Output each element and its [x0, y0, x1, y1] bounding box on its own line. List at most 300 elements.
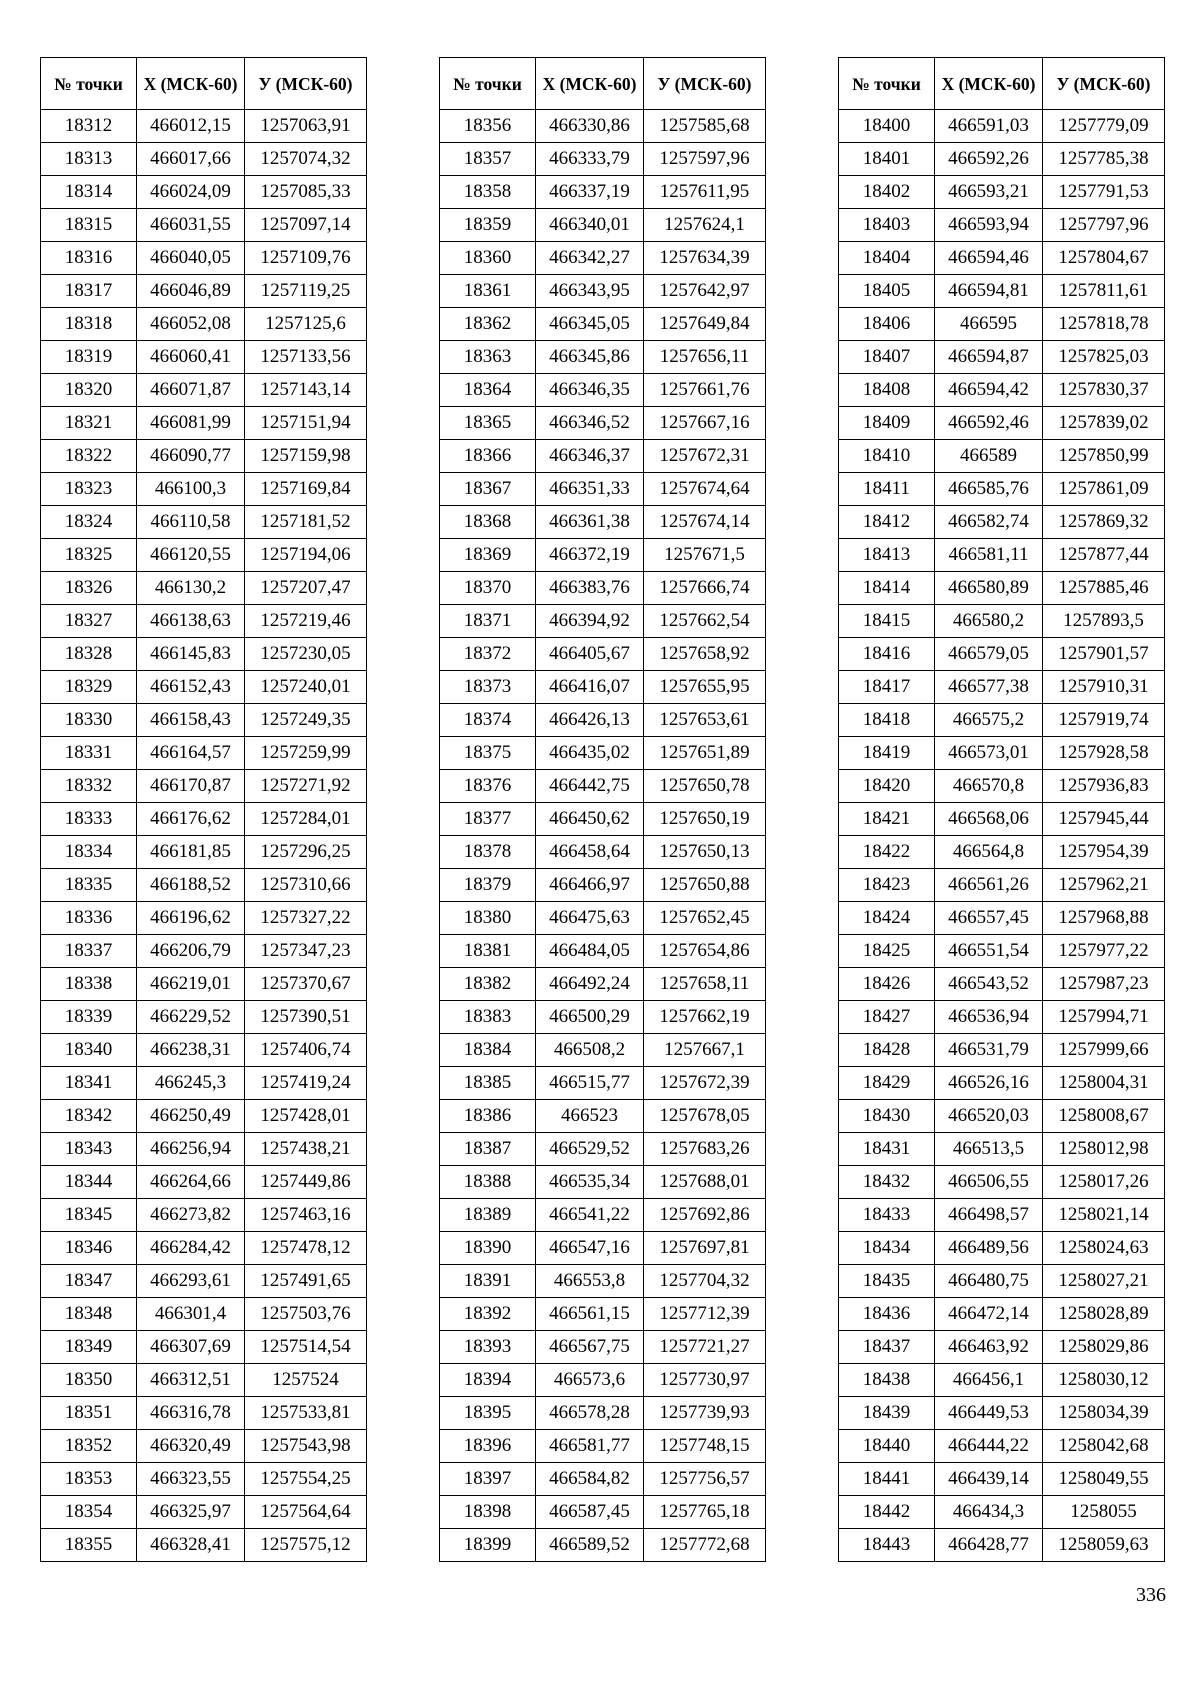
point-number-cell: 18332	[41, 770, 137, 803]
x-coordinate-cell: 466346,37	[536, 440, 644, 473]
table-row	[41, 473, 367, 506]
point-number-cell: 18315	[41, 209, 137, 242]
point-number-cell: 18322	[41, 440, 137, 473]
x-coordinate-cell: 466229,52	[137, 1001, 245, 1034]
table-row	[839, 1199, 1165, 1232]
table-row	[41, 968, 367, 1001]
x-coordinate-cell: 466581,11	[935, 539, 1043, 572]
x-coordinate-cell: 466592,46	[935, 407, 1043, 440]
table-row	[41, 1430, 367, 1463]
point-number-cell: 18420	[839, 770, 935, 803]
x-coordinate-cell: 466506,55	[935, 1166, 1043, 1199]
y-coordinate-cell: 1257825,03	[1043, 341, 1165, 374]
point-number-cell: 18417	[839, 671, 935, 704]
x-coordinate-cell: 466176,62	[137, 803, 245, 836]
y-coordinate-cell: 1257861,09	[1043, 473, 1165, 506]
y-coordinate-cell: 1257419,24	[245, 1067, 367, 1100]
x-coordinate-cell: 466071,87	[137, 374, 245, 407]
y-coordinate-cell: 1257650,13	[644, 836, 766, 869]
point-number-cell: 18378	[440, 836, 536, 869]
point-number-cell: 18327	[41, 605, 137, 638]
y-coordinate-cell: 1257219,46	[245, 605, 367, 638]
x-coordinate-cell: 466580,89	[935, 572, 1043, 605]
y-coordinate-cell: 1257667,1	[644, 1034, 766, 1067]
y-coordinate-cell: 1257672,39	[644, 1067, 766, 1100]
point-number-cell: 18403	[839, 209, 935, 242]
point-number-cell: 18330	[41, 704, 137, 737]
table-row	[440, 242, 766, 275]
y-coordinate-cell: 1257370,67	[245, 968, 367, 1001]
y-coordinate-cell: 1257438,21	[245, 1133, 367, 1166]
x-coordinate-cell: 466587,45	[536, 1496, 644, 1529]
x-coordinate-cell: 466536,94	[935, 1001, 1043, 1034]
point-number-cell: 18367	[440, 473, 536, 506]
x-coordinate-cell: 466152,43	[137, 671, 245, 704]
table-row	[41, 275, 367, 308]
y-coordinate-cell: 1257672,31	[644, 440, 766, 473]
point-number-cell: 18325	[41, 539, 137, 572]
point-number-cell: 18443	[839, 1529, 935, 1562]
y-coordinate-cell: 1257524	[245, 1364, 367, 1397]
table-row	[839, 209, 1165, 242]
x-coordinate-cell: 466264,66	[137, 1166, 245, 1199]
table-row	[839, 638, 1165, 671]
table-row	[839, 1331, 1165, 1364]
x-coordinate-cell: 466508,2	[536, 1034, 644, 1067]
point-number-cell: 18407	[839, 341, 935, 374]
point-number-cell: 18347	[41, 1265, 137, 1298]
table-row	[440, 1067, 766, 1100]
y-coordinate-cell: 1257662,19	[644, 1001, 766, 1034]
point-number-cell: 18354	[41, 1496, 137, 1529]
x-coordinate-cell: 466040,05	[137, 242, 245, 275]
table-row	[41, 176, 367, 209]
y-coordinate-cell: 1257748,15	[644, 1430, 766, 1463]
y-coordinate-cell: 1257869,32	[1043, 506, 1165, 539]
x-coordinate-cell: 466328,41	[137, 1529, 245, 1562]
table-row	[839, 1496, 1165, 1529]
y-coordinate-cell: 1257564,64	[245, 1496, 367, 1529]
y-coordinate-cell: 1257533,81	[245, 1397, 367, 1430]
x-coordinate-cell: 466439,14	[935, 1463, 1043, 1496]
y-coordinate-cell: 1257649,84	[644, 308, 766, 341]
table-row	[839, 176, 1165, 209]
y-coordinate-cell: 1257688,01	[644, 1166, 766, 1199]
point-number-cell: 18395	[440, 1397, 536, 1430]
table-row	[41, 1034, 367, 1067]
x-coordinate-cell: 466060,41	[137, 341, 245, 374]
point-number-cell: 18429	[839, 1067, 935, 1100]
table-row	[839, 1397, 1165, 1430]
point-number-cell: 18316	[41, 242, 137, 275]
x-coordinate-cell: 466578,28	[536, 1397, 644, 1430]
x-coordinate-cell: 466416,07	[536, 671, 644, 704]
x-coordinate-cell: 466337,19	[536, 176, 644, 209]
y-coordinate-cell: 1257181,52	[245, 506, 367, 539]
x-coordinate-cell: 466320,49	[137, 1430, 245, 1463]
header-x-coordinate: X (МСК-60)	[935, 58, 1043, 110]
point-number-cell: 18317	[41, 275, 137, 308]
table-row	[839, 506, 1165, 539]
table-row	[839, 1232, 1165, 1265]
table-row	[839, 605, 1165, 638]
y-coordinate-cell: 1258042,68	[1043, 1430, 1165, 1463]
x-coordinate-cell: 466579,05	[935, 638, 1043, 671]
x-coordinate-cell: 466573,6	[536, 1364, 644, 1397]
x-coordinate-cell: 466426,13	[536, 704, 644, 737]
x-coordinate-cell: 466475,63	[536, 902, 644, 935]
table-row	[41, 1496, 367, 1529]
y-coordinate-cell: 1257650,78	[644, 770, 766, 803]
point-number-cell: 18387	[440, 1133, 536, 1166]
x-coordinate-cell: 466551,54	[935, 935, 1043, 968]
x-coordinate-cell: 466589	[935, 440, 1043, 473]
point-number-cell: 18333	[41, 803, 137, 836]
point-number-cell: 18323	[41, 473, 137, 506]
x-coordinate-cell: 466458,64	[536, 836, 644, 869]
x-coordinate-cell: 466442,75	[536, 770, 644, 803]
x-coordinate-cell: 466593,94	[935, 209, 1043, 242]
table-row	[839, 935, 1165, 968]
table-row	[440, 209, 766, 242]
y-coordinate-cell: 1257271,92	[245, 770, 367, 803]
point-number-cell: 18436	[839, 1298, 935, 1331]
table-row	[440, 1265, 766, 1298]
table-row	[41, 1397, 367, 1430]
y-coordinate-cell: 1257839,02	[1043, 407, 1165, 440]
point-number-cell: 18394	[440, 1364, 536, 1397]
point-number-cell: 18372	[440, 638, 536, 671]
x-coordinate-cell: 466138,63	[137, 605, 245, 638]
point-number-cell: 18366	[440, 440, 536, 473]
table-row	[440, 440, 766, 473]
x-coordinate-cell: 466564,8	[935, 836, 1043, 869]
point-number-cell: 18314	[41, 176, 137, 209]
table-row	[839, 539, 1165, 572]
point-number-cell: 18433	[839, 1199, 935, 1232]
y-coordinate-cell: 1257962,21	[1043, 869, 1165, 902]
x-coordinate-cell: 466256,94	[137, 1133, 245, 1166]
y-coordinate-cell: 1257954,39	[1043, 836, 1165, 869]
y-coordinate-cell: 1257327,22	[245, 902, 367, 935]
table-row	[440, 572, 766, 605]
y-coordinate-cell: 1257634,39	[644, 242, 766, 275]
table-row	[41, 671, 367, 704]
point-number-cell: 18390	[440, 1232, 536, 1265]
table-row	[41, 1067, 367, 1100]
point-number-cell: 18414	[839, 572, 935, 605]
header-point-number: № точки	[839, 58, 935, 110]
y-coordinate-cell: 1258029,86	[1043, 1331, 1165, 1364]
table-row	[440, 869, 766, 902]
table-row	[41, 803, 367, 836]
point-number-cell: 18405	[839, 275, 935, 308]
x-coordinate-cell: 466591,03	[935, 110, 1043, 143]
header-point-number: № точки	[41, 58, 137, 110]
y-coordinate-cell: 1257994,71	[1043, 1001, 1165, 1034]
point-number-cell: 18376	[440, 770, 536, 803]
point-number-cell: 18369	[440, 539, 536, 572]
table-row	[839, 1430, 1165, 1463]
x-coordinate-cell: 466351,33	[536, 473, 644, 506]
y-coordinate-cell: 1257296,25	[245, 836, 367, 869]
point-number-cell: 18435	[839, 1265, 935, 1298]
x-coordinate-cell: 466594,46	[935, 242, 1043, 275]
table-row	[440, 935, 766, 968]
header-x-coordinate: X (МСК-60)	[137, 58, 245, 110]
table-row	[41, 638, 367, 671]
x-coordinate-cell: 466238,31	[137, 1034, 245, 1067]
y-coordinate-cell: 1257667,16	[644, 407, 766, 440]
table-row	[41, 1199, 367, 1232]
table-row	[839, 572, 1165, 605]
point-number-cell: 18419	[839, 737, 935, 770]
table-row	[839, 1265, 1165, 1298]
x-coordinate-cell: 466480,75	[935, 1265, 1043, 1298]
y-coordinate-cell: 1257661,76	[644, 374, 766, 407]
point-number-cell: 18399	[440, 1529, 536, 1562]
point-number-cell: 18344	[41, 1166, 137, 1199]
table-row	[41, 407, 367, 440]
table-row	[839, 440, 1165, 473]
x-coordinate-cell: 466158,43	[137, 704, 245, 737]
point-number-cell: 18410	[839, 440, 935, 473]
point-number-cell: 18386	[440, 1100, 536, 1133]
point-number-cell: 18364	[440, 374, 536, 407]
table-row	[839, 1133, 1165, 1166]
x-coordinate-cell: 466513,5	[935, 1133, 1043, 1166]
y-coordinate-cell: 1257259,99	[245, 737, 367, 770]
y-coordinate-cell: 1258008,67	[1043, 1100, 1165, 1133]
table-row	[440, 737, 766, 770]
x-coordinate-cell: 466046,89	[137, 275, 245, 308]
point-number-cell: 18373	[440, 671, 536, 704]
table-row	[839, 473, 1165, 506]
x-coordinate-cell: 466594,42	[935, 374, 1043, 407]
point-number-cell: 18336	[41, 902, 137, 935]
table-row	[41, 572, 367, 605]
point-number-cell: 18391	[440, 1265, 536, 1298]
table-row	[440, 1364, 766, 1397]
coordinates-table-3	[838, 57, 1165, 1562]
point-number-cell: 18427	[839, 1001, 935, 1034]
x-coordinate-cell: 466568,06	[935, 803, 1043, 836]
x-coordinate-cell: 466450,62	[536, 803, 644, 836]
y-coordinate-cell: 1257624,1	[644, 209, 766, 242]
x-coordinate-cell: 466031,55	[137, 209, 245, 242]
coordinates-table-2	[439, 57, 766, 1562]
y-coordinate-cell: 1257928,58	[1043, 737, 1165, 770]
x-coordinate-cell: 466330,86	[536, 110, 644, 143]
x-coordinate-cell: 466526,16	[935, 1067, 1043, 1100]
table-row	[41, 308, 367, 341]
y-coordinate-cell: 1257449,86	[245, 1166, 367, 1199]
table-row	[440, 1232, 766, 1265]
x-coordinate-cell: 466472,14	[935, 1298, 1043, 1331]
point-number-cell: 18338	[41, 968, 137, 1001]
table-row	[440, 671, 766, 704]
point-number-cell: 18400	[839, 110, 935, 143]
table-row	[41, 1463, 367, 1496]
table-row	[440, 1397, 766, 1430]
y-coordinate-cell: 1257503,76	[245, 1298, 367, 1331]
point-number-cell: 18396	[440, 1430, 536, 1463]
y-coordinate-cell: 1257893,5	[1043, 605, 1165, 638]
y-coordinate-cell: 1257987,23	[1043, 968, 1165, 1001]
x-coordinate-cell: 466361,38	[536, 506, 644, 539]
y-coordinate-cell: 1257194,06	[245, 539, 367, 572]
point-number-cell: 18404	[839, 242, 935, 275]
y-coordinate-cell: 1257662,54	[644, 605, 766, 638]
x-coordinate-cell: 466498,57	[935, 1199, 1043, 1232]
table-row	[41, 1232, 367, 1265]
y-coordinate-cell: 1257133,56	[245, 341, 367, 374]
point-number-cell: 18329	[41, 671, 137, 704]
point-number-cell: 18349	[41, 1331, 137, 1364]
x-coordinate-cell: 466500,29	[536, 1001, 644, 1034]
table-row	[839, 407, 1165, 440]
table-row	[440, 143, 766, 176]
point-number-cell: 18341	[41, 1067, 137, 1100]
table-row	[440, 605, 766, 638]
y-coordinate-cell: 1257554,25	[245, 1463, 367, 1496]
point-number-cell: 18393	[440, 1331, 536, 1364]
x-coordinate-cell: 466535,34	[536, 1166, 644, 1199]
y-coordinate-cell: 1257977,22	[1043, 935, 1165, 968]
point-number-cell: 18409	[839, 407, 935, 440]
x-coordinate-cell: 466492,24	[536, 968, 644, 1001]
y-coordinate-cell: 1257653,61	[644, 704, 766, 737]
point-number-cell: 18382	[440, 968, 536, 1001]
x-coordinate-cell: 466090,77	[137, 440, 245, 473]
y-coordinate-cell: 1257491,65	[245, 1265, 367, 1298]
point-number-cell: 18350	[41, 1364, 137, 1397]
x-coordinate-cell: 466345,86	[536, 341, 644, 374]
x-coordinate-cell: 466188,52	[137, 869, 245, 902]
y-coordinate-cell: 1257109,76	[245, 242, 367, 275]
point-number-cell: 18352	[41, 1430, 137, 1463]
y-coordinate-cell: 1257463,16	[245, 1199, 367, 1232]
x-coordinate-cell: 466561,15	[536, 1298, 644, 1331]
point-number-cell: 18439	[839, 1397, 935, 1430]
x-coordinate-cell: 466593,21	[935, 176, 1043, 209]
x-coordinate-cell: 466592,26	[935, 143, 1043, 176]
point-number-cell: 18359	[440, 209, 536, 242]
point-number-cell: 18384	[440, 1034, 536, 1067]
point-number-cell: 18413	[839, 539, 935, 572]
y-coordinate-cell: 1257478,12	[245, 1232, 367, 1265]
point-number-cell: 18353	[41, 1463, 137, 1496]
table-row	[839, 1100, 1165, 1133]
y-coordinate-cell: 1257390,51	[245, 1001, 367, 1034]
table-row	[41, 1166, 367, 1199]
x-coordinate-cell: 466110,58	[137, 506, 245, 539]
table-row	[41, 902, 367, 935]
table-row	[839, 836, 1165, 869]
point-number-cell: 18383	[440, 1001, 536, 1034]
table-row	[839, 869, 1165, 902]
x-coordinate-cell: 466206,79	[137, 935, 245, 968]
y-coordinate-cell: 1257652,45	[644, 902, 766, 935]
point-number-cell: 18412	[839, 506, 935, 539]
x-coordinate-cell: 466585,76	[935, 473, 1043, 506]
point-number-cell: 18402	[839, 176, 935, 209]
point-number-cell: 18351	[41, 1397, 137, 1430]
x-coordinate-cell: 466577,38	[935, 671, 1043, 704]
y-coordinate-cell: 1257585,68	[644, 110, 766, 143]
y-coordinate-cell: 1257692,86	[644, 1199, 766, 1232]
y-coordinate-cell: 1257779,09	[1043, 110, 1165, 143]
x-coordinate-cell: 466245,3	[137, 1067, 245, 1100]
table-row	[41, 704, 367, 737]
x-coordinate-cell: 466120,55	[137, 539, 245, 572]
table-row	[839, 242, 1165, 275]
y-coordinate-cell: 1257642,97	[644, 275, 766, 308]
point-number-cell: 18428	[839, 1034, 935, 1067]
x-coordinate-cell: 466017,66	[137, 143, 245, 176]
point-number-cell: 18432	[839, 1166, 935, 1199]
x-coordinate-cell: 466024,09	[137, 176, 245, 209]
table-row	[440, 1034, 766, 1067]
table-row	[440, 770, 766, 803]
x-coordinate-cell: 466543,52	[935, 968, 1043, 1001]
x-coordinate-cell: 466463,92	[935, 1331, 1043, 1364]
table-row	[440, 176, 766, 209]
table-row	[41, 869, 367, 902]
y-coordinate-cell: 1257207,47	[245, 572, 367, 605]
point-number-cell: 18377	[440, 803, 536, 836]
table-row	[440, 1001, 766, 1034]
x-coordinate-cell: 466405,67	[536, 638, 644, 671]
x-coordinate-cell: 466383,76	[536, 572, 644, 605]
point-number-cell: 18401	[839, 143, 935, 176]
y-coordinate-cell: 1258030,12	[1043, 1364, 1165, 1397]
y-coordinate-cell: 1257658,92	[644, 638, 766, 671]
table-row	[440, 407, 766, 440]
x-coordinate-cell: 466584,82	[536, 1463, 644, 1496]
point-number-cell: 18425	[839, 935, 935, 968]
y-coordinate-cell: 1257901,57	[1043, 638, 1165, 671]
point-number-cell: 18415	[839, 605, 935, 638]
y-coordinate-cell: 1258027,21	[1043, 1265, 1165, 1298]
y-coordinate-cell: 1257910,31	[1043, 671, 1165, 704]
x-coordinate-cell: 466435,02	[536, 737, 644, 770]
table-row	[41, 935, 367, 968]
point-number-cell: 18318	[41, 308, 137, 341]
y-coordinate-cell: 1257658,11	[644, 968, 766, 1001]
table-row	[440, 1496, 766, 1529]
point-number-cell: 18368	[440, 506, 536, 539]
point-number-cell: 18361	[440, 275, 536, 308]
x-coordinate-cell: 466346,35	[536, 374, 644, 407]
table-row	[440, 1166, 766, 1199]
y-coordinate-cell: 1257097,14	[245, 209, 367, 242]
table-row	[440, 638, 766, 671]
point-number-cell: 18319	[41, 341, 137, 374]
x-coordinate-cell: 466570,8	[935, 770, 1043, 803]
y-coordinate-cell: 1257739,93	[644, 1397, 766, 1430]
x-coordinate-cell: 466181,85	[137, 836, 245, 869]
x-coordinate-cell: 466541,22	[536, 1199, 644, 1232]
point-number-cell: 18339	[41, 1001, 137, 1034]
y-coordinate-cell: 1258055	[1043, 1496, 1165, 1529]
x-coordinate-cell: 466333,79	[536, 143, 644, 176]
table-row	[440, 1430, 766, 1463]
table-row	[440, 1463, 766, 1496]
y-coordinate-cell: 1257074,32	[245, 143, 367, 176]
y-coordinate-cell: 1257704,32	[644, 1265, 766, 1298]
y-coordinate-cell: 1257730,97	[644, 1364, 766, 1397]
